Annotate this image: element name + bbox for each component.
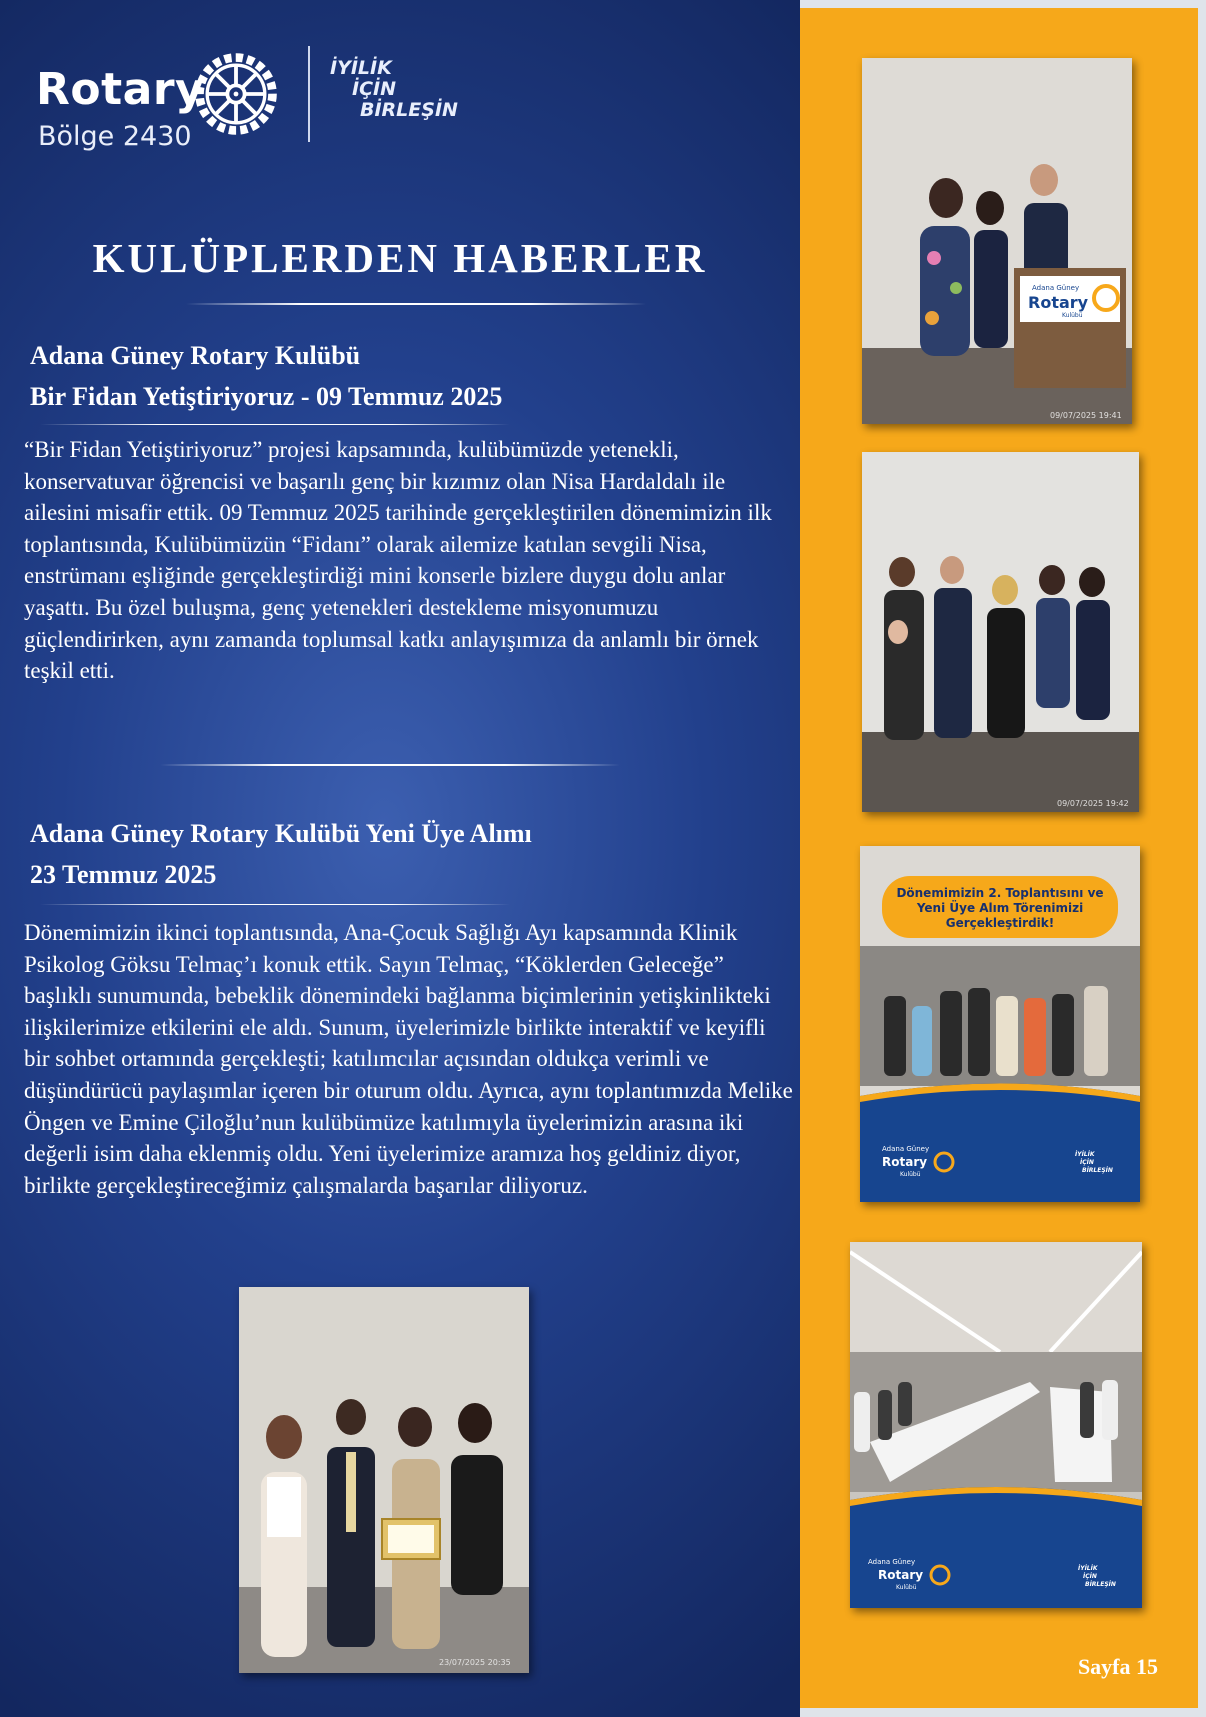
podium-photo-image <box>862 58 1132 424</box>
new-members-photo-image <box>239 1287 529 1673</box>
card-slogan: BİRLEŞİN <box>1085 1581 1116 1588</box>
page-number: Sayfa 15 <box>1077 1654 1158 1679</box>
ceremony-card-image <box>860 846 1140 1202</box>
logo-divider <box>308 46 310 142</box>
photo-timestamp: 09/07/2025 19:42 <box>1057 799 1129 808</box>
card-slogan: İÇİN <box>1083 1573 1097 1580</box>
slogan-line: BİRLEŞİN <box>360 99 458 121</box>
card-club: Adana Güney <box>868 1558 916 1566</box>
article-1-title-rule <box>40 424 510 425</box>
photo-ceremony-card <box>860 846 1140 1202</box>
article-2-title <box>30 813 532 895</box>
section-heading: KULÜPLERDEN HABERLER <box>92 235 708 281</box>
banner-line: Yeni Üye Alım Törenimizi <box>916 901 1084 915</box>
slogan-line: İÇİN <box>352 78 396 100</box>
article-1-subtitle: Bir Fidan Yetiştiriyoruz - 09 Temmuz 2025 <box>30 382 503 411</box>
banner-line: Dönemimizin 2. Toplantısını ve <box>896 886 1104 900</box>
banner-line: Gerçekleştirdik! <box>945 916 1055 930</box>
podium-club: Adana Güney <box>1032 284 1080 292</box>
slogan <box>330 58 458 121</box>
article-divider <box>160 764 620 766</box>
card-slogan: İYİLİK <box>1078 1565 1098 1572</box>
card-sub: Kulübü <box>896 1584 917 1591</box>
family-group-photo-image <box>862 452 1139 812</box>
article-1-body: “Bir Fidan Yetiştiriyoruz” projesi kapsamında, kulübümüzde yetenekli, konservatuvar öğrencisi ve başarılı genç bir kızımız olan Nisa Hardaldalı ile ailesini misafir ettik. 09 Temmuz 2025 tarihinde gerçekleştirilen dönemimizin ilk toplantısında, Kulübümüzün “Fidanı” olarak ailemize katılan sevgili Nisa, enstrümanı eşliğinde gerçekleştirdiği mini konserle bizlere duygu dolu anlar yaşattı. Bu özel buluşma, genç yetenekleri destekleme misyonumuzu güçlendirirken, aynı zamanda toplumsal katkı anlayışımıza da anlamlı bir örnek teşkil etti. <box>24 437 772 684</box>
photo-timestamp: 23/07/2025 20:35 <box>439 1658 511 1667</box>
photo-timestamp: 09/07/2025 19:41 <box>1050 411 1122 420</box>
photo-column <box>800 8 1198 1708</box>
article-2-date: 23 Temmuz 2025 <box>30 860 217 889</box>
card-name: Rotary <box>882 1155 928 1169</box>
district-label: Bölge 2430 <box>38 121 192 152</box>
article-1-club: Adana Güney Rotary Kulübü <box>30 341 361 370</box>
podium-sub: Kulübü <box>1062 312 1083 319</box>
article-2-title-rule <box>40 904 510 905</box>
rotary-wheel-icon <box>188 46 284 142</box>
card-sub: Kulübü <box>900 1171 921 1178</box>
heading-divider <box>186 303 646 305</box>
article-1-title <box>30 335 502 417</box>
slogan-line: İYİLİK <box>330 57 392 79</box>
podium-name: Rotary <box>1028 293 1089 312</box>
card-slogan: İYİLİK <box>1075 1151 1095 1158</box>
brand-name: Rotary <box>36 64 205 115</box>
rotary-district-logo <box>36 46 476 152</box>
photo-new-members <box>239 1287 529 1673</box>
card-slogan: İÇİN <box>1080 1159 1094 1166</box>
photo-family-group <box>862 452 1139 812</box>
card-slogan: BİRLEŞİN <box>1082 1167 1113 1174</box>
meeting-hall-image <box>850 1242 1142 1608</box>
photo-podium <box>862 58 1132 424</box>
article-2-club: Adana Güney Rotary Kulübü Yeni Üye Alımı <box>30 819 532 848</box>
photo-meeting-hall <box>850 1242 1142 1608</box>
card-club: Adana Güney <box>882 1145 930 1153</box>
article-2-body: Dönemimizin ikinci toplantısında, Ana-Çocuk Sağlığı Ayı kapsamında Klinik Psikolog Göksu Telmaç’ı konuk ettik. Sayın Telmaç, “Köklerden Geleceğe” başlıklı sunumunda, bebeklik dönemindeki bağlanma biçimlerinin yetişkinlikteki ilişkilerimize etkilerini ele aldı. Sunum, üyelerimizle birlikte interaktif ve keyifli bir sohbet ortamında gerçekleşti; katılımcılar açısından oldukça verimli ve düşündürücü paylaşımlar içeren bir oturum oldu. Ayrıca, aynı toplantımızda Melike Öngen ve Emine Çiloğlu’nun kulübümüze katılımıyla üyelerimizin arasına iki değerli isim daha eklenmiş oldu. Yeni üyelerimize aramıza hoş geldiniz diyor, birlikte gerçekleştireceğimiz çalışmalarda başarılar diliyoruz. <box>24 920 793 1198</box>
card-name: Rotary <box>878 1568 924 1582</box>
